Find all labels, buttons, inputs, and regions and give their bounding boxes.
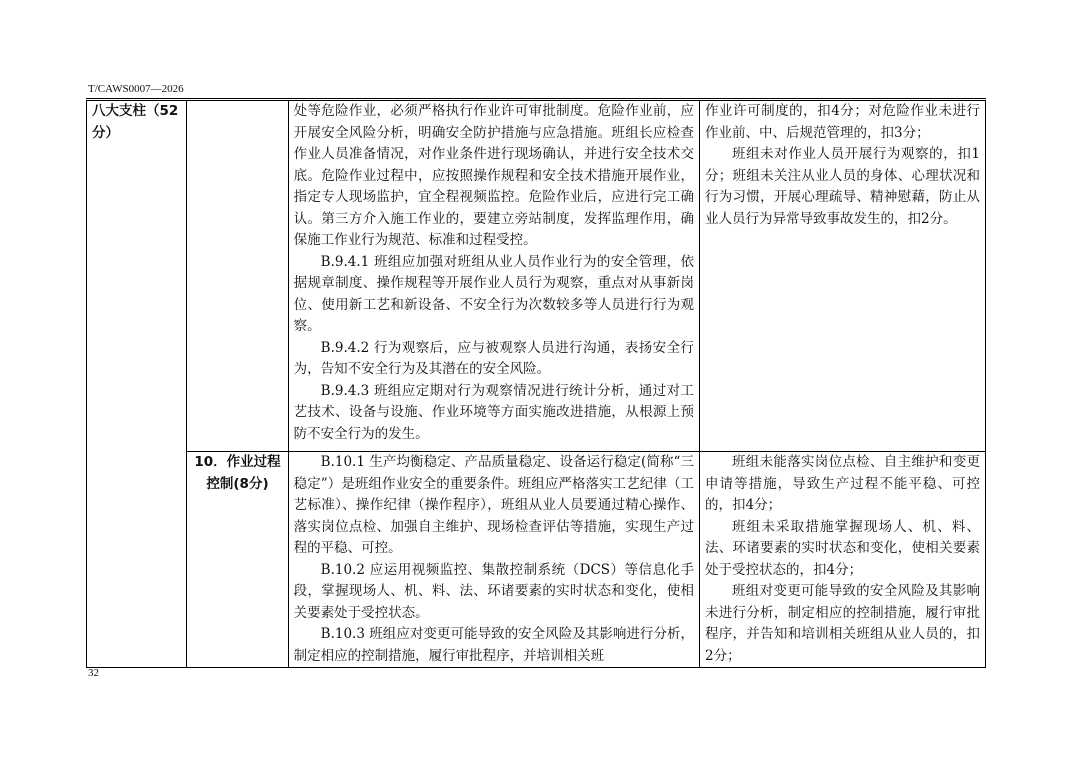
requirement-paragraph: B.10.2 应运用视频监控、集散控制系统（DCS）等信息化手段，掌握现场人、机、料、法、环诸要素的实时状态和变化，使相关要素处于受控状态。 [293, 561, 695, 621]
item-label: 10．作业过程控制(8分) [194, 454, 281, 492]
header-rule [86, 98, 986, 99]
scoring-paragraph: 作业许可制度的，扣4分；对危险作业未进行作业前、中、后规范管理的，扣3分； [705, 103, 980, 141]
requirement-paragraph: B.9.4.2 行为观察后，应与被观察人员进行沟通，表扬安全行为，告知不安全行为及其潜在的安全风险。 [293, 339, 695, 377]
table-row [87, 101, 986, 452]
scoring-paragraph: 班组未能落实岗位点检、自主维护和变更申请等措施，导致生产过程不能平稳、可控的，扣4分； [705, 454, 980, 513]
item-cell [187, 452, 288, 668]
requirement-paragraph: 处等危险作业，必须严格执行作业许可审批制度。危险作业前，应开展安全风险分析，明确安全防护措施与应急措施。班组长应检查作业人员准备情况，对作业条件进行现场确认，并进行安全技术交底。危险作业过程中，应按照操作规程和安全技术措施开展作业，指定专人现场监护，宜全程视频监控。危险作业后，应进行完工确认。第三方介入施工作业的，要建立旁站制度，发挥监理作用，确保施工作业行为规范、标准和过程受控。 [293, 103, 695, 248]
requirement-paragraph: B.10.3 班组应对变更可能导致的安全风险及其影响进行分析，制定相应的控制措施，履行审批程序，并培训相关班 [293, 626, 695, 664]
category-cell [87, 101, 187, 668]
requirements-cell [288, 452, 699, 668]
standard-table [86, 100, 986, 668]
scoring-paragraph: 班组未采取措施掌握现场人、机、料、法、环诸要素的实时状态和变化，使相关要素处于受控状态的，扣4分； [705, 518, 980, 578]
scoring-paragraph: 班组未对作业人员开展行为观察的，扣1分；班组未关注从业人员的身体、心理状况和行为习惯，开展心理疏导、精神慰藉，防止从业人员行为异常导致事故发生的，扣2分。 [705, 146, 980, 227]
category-label: 八大支柱（52分） [92, 103, 179, 141]
document-code: T/CAWS0007—2026 [88, 83, 184, 95]
requirement-paragraph: B.9.4.3 班组应定期对行为观察情况进行统计分析，通过对工艺技术、设备与设施、作业环境等方面实施改进措施，从根源上预防不安全行为的发生。 [293, 382, 695, 442]
scoring-cell [700, 101, 986, 452]
requirements-cell [288, 101, 699, 452]
requirement-paragraph: B.9.4.1 班组应加强对班组从业人员作业行为的安全管理，依据规章制度、操作规程等开展作业人员行为观察，重点对从事新岗位、使用新工艺和新设备、不安全行为次数较多等人员进行行为观察。 [293, 253, 695, 334]
table-row [87, 452, 986, 668]
item-cell-empty [187, 101, 288, 452]
page-number: 32 [88, 667, 99, 679]
requirement-paragraph: B.10.1 生产均衡稳定、产品质量稳定、设备运行稳定(简称“三稳定”）是班组作业安全的重要条件。班组应严格落实工艺纪律（工艺标准）、操作纪律（操作程序），班组从业人员要通过精心操作、落实岗位点检、加强自主维护、现场检查评估等措施，实现生产过程的平稳、可控。 [293, 454, 695, 556]
scoring-paragraph: 班组对变更可能导致的安全风险及其影响未进行分析，制定相应的控制措施，履行审批程序，并告知和培训相关班组从业人员的，扣2分； [705, 583, 980, 664]
scoring-cell [700, 452, 986, 668]
